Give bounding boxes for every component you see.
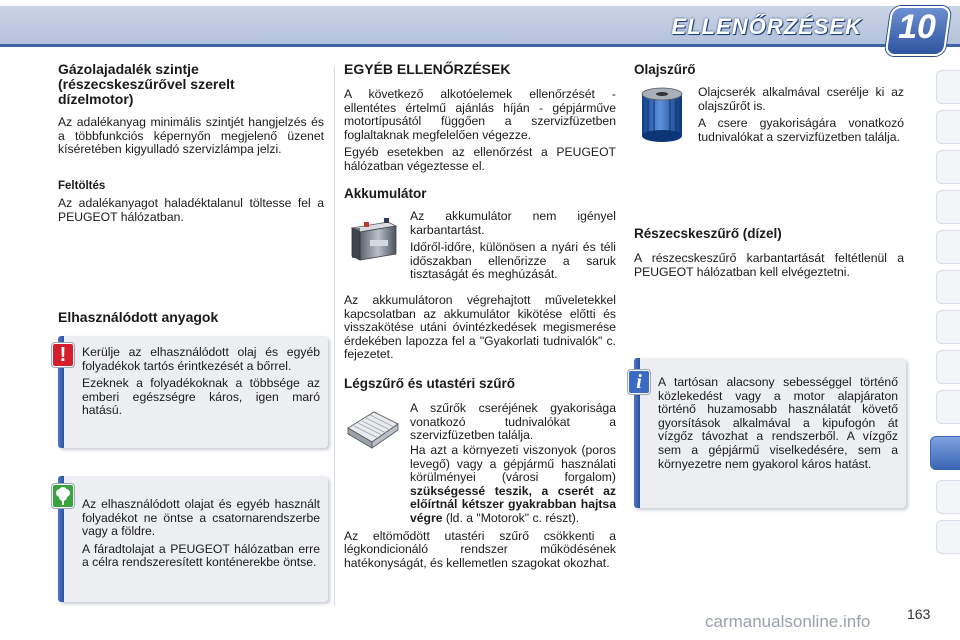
header-line (0, 44, 960, 47)
chapter-tab[interactable] (936, 110, 960, 144)
eco-paragraph: Az elhasználódott olajat és egyéb használt folyadékot ne öntse a csatornarendszerbe vagy a földre. (82, 497, 320, 539)
chapter-tab[interactable] (936, 350, 960, 384)
page-title: ELLENŐRZÉSEK (671, 14, 862, 39)
chapter-tab[interactable] (936, 230, 960, 264)
fuel-additive-text: Az adalékanyag minimális szintjét hangjelzés és a többfunkciós képernyőn megjelenő üzenet kíséretében kigyulladó szervizlámpa jelzi. (58, 115, 324, 157)
other-checks-intro (344, 88, 616, 178)
refill-text: Az adalékanyagot haladéktalanul töltesse fel a PEUGEOT hálózatban. (58, 196, 324, 224)
air-filter-text-bottom (344, 444, 616, 574)
chapter-tab[interactable] (936, 70, 960, 104)
column-divider (334, 66, 335, 606)
chapter-number: 10 (898, 8, 936, 46)
oil-filter-illustration (636, 84, 688, 146)
tree-icon-graphic (55, 487, 71, 505)
chapter-tab[interactable] (936, 480, 960, 514)
chapter-tab[interactable] (936, 520, 960, 554)
intro-paragraph: A következő alkotóelemek ellenőrzését - ellentétes értelmű ajánlás híján - gépjárműve motortípusától függően a szervizfüzetben foglaltaknak megfelelően végezze. (344, 87, 616, 142)
oil-filter-heading: Olajszűrő (634, 62, 696, 77)
warning-icon: ! (52, 343, 74, 367)
warning-text (82, 346, 320, 422)
info-box (634, 358, 906, 508)
tree-icon (52, 484, 74, 508)
eco-text (82, 498, 320, 574)
battery-illustration (344, 210, 400, 266)
air-filter-text-normal: Ha azt a környezeti viszonyok (poros levegő) vagy a gépjármű használati körülményei (városi forgalom) (410, 443, 616, 485)
warning-paragraph: Ezeknek a folyadékoknak a többsége az emberi egészségre káros, igen maró hatású. (82, 376, 320, 418)
particle-filter-heading: Részecskeszűrő (dízel) (634, 226, 782, 241)
used-materials-heading: Elhasználódott anyagok (58, 309, 219, 325)
refill-subheading: Feltöltés (58, 180, 106, 192)
watermark: carmanualsonline.info (705, 612, 871, 631)
oil-filter-text (698, 86, 904, 148)
battery-heading: Akkumulátor (344, 186, 427, 201)
air-filter-text-bold: szükségessé teszik, a cserét az előírtnál kétszer gyakrabban hajtsa végre (410, 483, 616, 525)
air-filter-text-ref: (ld. a "Motorok" c. részt). (442, 510, 580, 525)
other-checks-heading: EGYÉB ELLENŐRZÉSEK (344, 61, 511, 77)
page-number: 163 (907, 606, 931, 622)
eco-paragraph: A fáradtolajat a PEUGEOT hálózatban erre a célra rendszeresített konténerekbe öntse. (82, 541, 320, 570)
chapter-tabs (932, 70, 960, 580)
chapter-tab[interactable] (936, 310, 960, 344)
intro-paragraph: Egyéb esetekben az ellenőrzést a PEUGEOT hálózatban végeztesse el. (344, 145, 616, 173)
battery-icon (344, 210, 400, 271)
chapter-tab[interactable] (936, 390, 960, 424)
oil-filter-paragraph: Olajcserék alkalmával cserélje ki az olajszűrőt is. (698, 85, 904, 113)
battery-paragraph: Időről-időre, különösen a nyári és téli időszakban ellenőrizze a saruk tisztaságát és meghúzását. (410, 240, 616, 282)
warning-box (58, 336, 328, 448)
chapter-tab[interactable] (936, 150, 960, 184)
oil-filter-icon (636, 84, 688, 151)
fuel-additive-heading: Gázolajadalék szintje (részecskeszűrővel szerelt dízelmotor) (58, 61, 235, 107)
info-text: A tartósan alacsony sebességgel történő közlekedést vagy a motor alapjáraton történő huzamosabb használatát követő gyorsítások alkalmával a kipufogón át vízgőz távozhat a rendszerből. A vízgőz sem a gépjármű viselkedésére, sem a környezetre nem gyakorol káros hatást. (658, 375, 898, 471)
chapter-tab-active[interactable] (930, 436, 960, 470)
battery-text-bottom: Az akkumulátoron végrehajtott műveletekkel kapcsolatban az akkumulátor kikötése előtti és visszakötése utáni óvintézkedések megismerése érdekében lapozza fel a "Gyakorlati tudnivalók" c. fejezetet. (344, 293, 616, 362)
info-icon: i (628, 370, 650, 394)
battery-paragraph: Az akkumulátor nem igényel karbantartást. (410, 209, 616, 237)
chapter-tab[interactable] (936, 270, 960, 304)
particle-filter-text: A részecskeszűrő karbantartását feltétlenül a PEUGEOT hálózatban kell elvégeztetni. (634, 251, 904, 279)
air-filter-paragraph (344, 444, 616, 526)
air-filter-heading: Légszűrő és utastéri szűrő (344, 376, 516, 391)
chapter-tab[interactable] (936, 190, 960, 224)
air-filter-paragraph: Az eltömődött utastéri szűrő csökkenti a légkondicionáló rendszer működésének hatékonyságát, és kellemetlen szagokat okozhat. (344, 528, 616, 570)
eco-box (58, 476, 328, 602)
battery-text-top (410, 210, 616, 286)
oil-filter-paragraph: A csere gyakoriságára vonatkozó tudnivalókat a szervizfüzetben találja. (698, 116, 904, 144)
air-filter-text-top (410, 402, 616, 447)
warning-paragraph: Kerülje az elhasználódott olaj és egyéb folyadékok tartós érintkezését a bőrrel. (82, 345, 320, 373)
air-filter-paragraph: A szűrők cseréjének gyakorisága vonatkozó tudnivalókat a szervizfüzetben találja. (410, 401, 616, 443)
